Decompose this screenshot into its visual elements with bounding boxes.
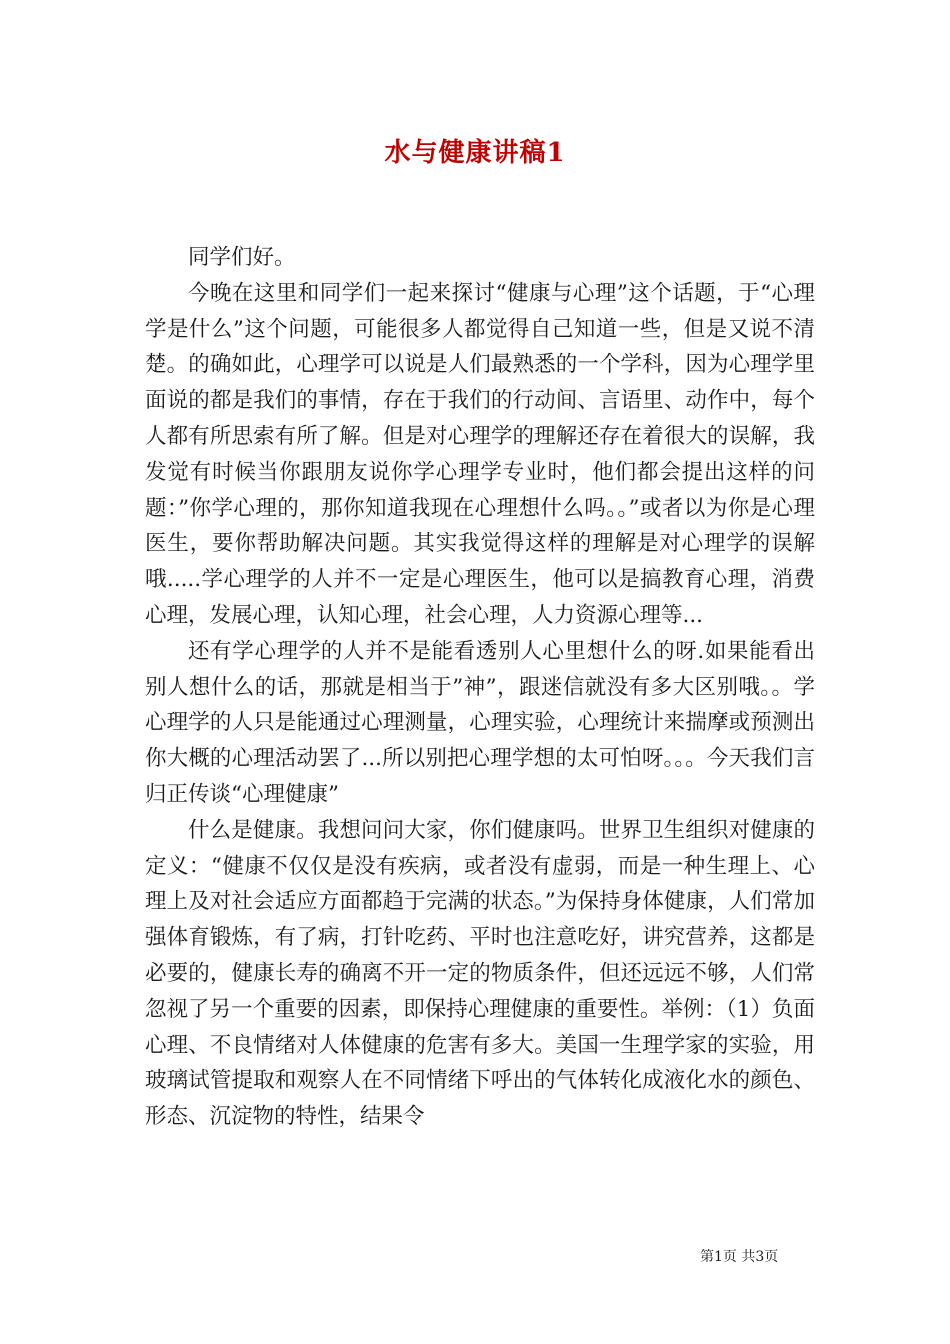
- document-body: [145, 240, 815, 1135]
- page-number-footer: 第1页 共3页: [700, 1249, 779, 1265]
- paragraph-health-definition: 什么是健康。我想问问大家，你们健康吗。世界卫生组织对健康的定义：“健康不仅仅是没有疾病，或者没有虚弱，而是一种生理上、心理上及对社会适应方面都趋于完满的状态。”为保持身体健康，人们常加强体育锻炼，有了病，打针吃药、平时也注意吃好，讲究营养，这都是必要的，健康长寿的确离不开一定的物质条件，但还远远不够，人们常忽视了另一个重要的因素，即保持心理健康的重要性。举例：（1）负面心理、不良情绪对人体健康的危害有多大。美国一生理学家的实验，用玻璃试管提取和观察人在不同情绪下呼出的气体转化成液化水的颜色、形态、沉淀物的特性，结果令: [145, 817, 815, 1130]
- paragraph-intro: 今晚在这里和同学们一起来探讨“健康与心理”这个话题，于“心理学是什么”这个问题，可能很多人都觉得自己知道一些，但是又说不清楚。的确如此，心理学可以说是人们最熟悉的一个学科，因为心理学里面说的都是我们的事情，存在于我们的行动间、言语里、动作中，每个人都有所思索有所了解。但是对心理学的理解还存在着很大的误解，我发觉有时候当你跟朋友说你学心理学专业时，他们都会提出这样的问题：”你学心理的，那你知道我现在心理想什么吗。。”或者以为你是心理医生，要你帮助解决问题。其实我觉得这样的理解是对心理学的误解哦.....学心理学的人并不一定是心理医生，他可以是搞教育心理，消费心理，发展心理，认知心理，社会心理，人力资源心理等...: [145, 280, 815, 628]
- paragraph-greeting: 同学们好。: [188, 245, 296, 270]
- document-title: 水与健康讲稿1: [384, 138, 566, 168]
- paragraph-misconception: 还有学心理学的人并不是能看透别人心里想什么的呀.如果能看出别人想什么的话，那就是相当于”神”，跟迷信就没有多大区别哦。。学心理学的人只是能通过心理测量，心理实验，心理统计来揣摩或预测出你大概的心理活动罢了...所以别把心理学想的太可怕呀。。。今天我们言归正传谈“心理健康”: [145, 638, 815, 807]
